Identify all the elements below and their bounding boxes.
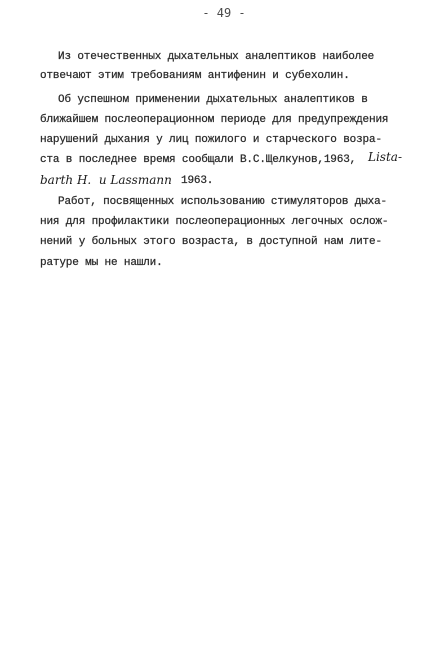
paragraph-3-line-1: Работ, посвященных использованию стимуляторов дыха-: [58, 196, 388, 208]
paragraph-3-line-2: ния для профилактики послеоперационных легочных ослож-: [40, 216, 389, 228]
paragraph-3-line-3: нений у больных этого возраста, в доступной нам лите-: [40, 236, 382, 248]
paragraph-1-line-1: Из отечественных дыхательных аналептиков наиболее: [58, 51, 375, 63]
paragraph-2-line-5: 1963.: [181, 175, 214, 187]
paragraph-3-line-4: ратуре мы не нашли.: [40, 257, 163, 269]
paragraph-2-line-1: Об успешном применении дыхательных аналептиков в: [58, 94, 368, 106]
page-number: - 49 -: [202, 6, 246, 20]
paragraph-2-line-2: ближайшем послеоперационном периоде для предупреждения: [40, 114, 389, 126]
paragraph-2-line-3: нарушений дыхания у лиц пожилого и старческого возра-: [40, 134, 382, 146]
paragraph-2-line-4: ста в последнее время сообщали В.С.Щелкунов,1963,: [40, 154, 357, 166]
paragraph-1-line-2: отвечают этим требованиям антифенин и субехолин.: [40, 70, 350, 82]
handwritten-author-1: Lista-: [368, 150, 402, 164]
handwritten-author-2: barth H. и Lassmann: [40, 173, 172, 187]
